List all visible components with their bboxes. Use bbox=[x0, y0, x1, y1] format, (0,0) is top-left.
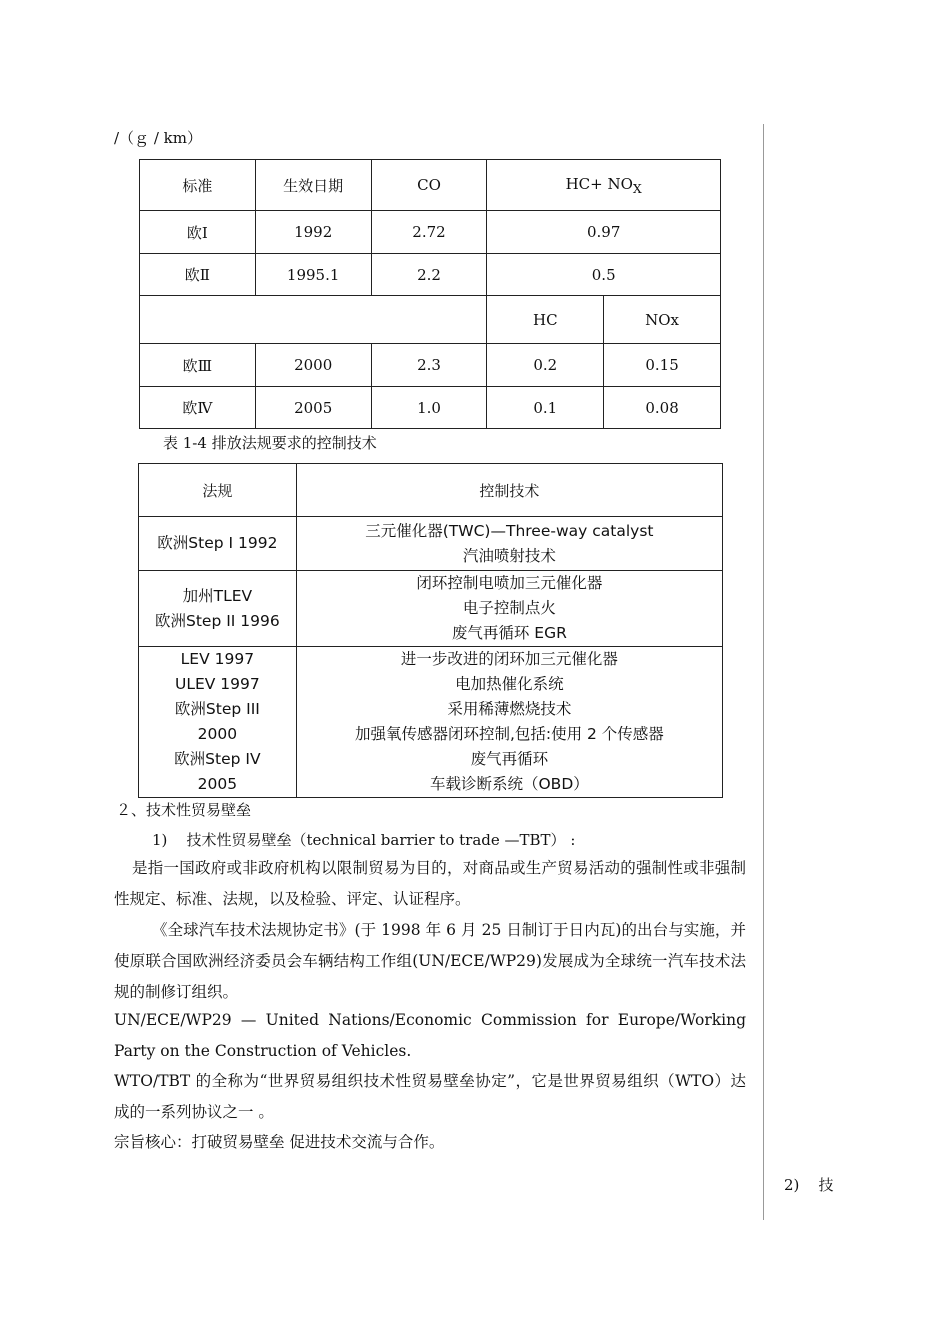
paragraph: WTO/TBT 的全称为“世界贸易组织技术性贸易壁垒协定”，它是世界贸易组织（WTO）达成的一系列协议之一 。 bbox=[114, 1072, 746, 1121]
list-item: 1) 技术性贸易壁垒（technical barrier to trade —TBT） : bbox=[152, 831, 576, 849]
cell-hc: 0.2 bbox=[487, 344, 604, 387]
margin-note: 2) 技 bbox=[784, 1176, 834, 1194]
cell-date: 2000 bbox=[255, 344, 371, 387]
emission-standards-table bbox=[139, 159, 721, 429]
cell-nox: 0.15 bbox=[604, 344, 721, 387]
cell-technology: 进一步改进的闭环加三元催化器 电加热催化系统 采用稀薄燃烧技术 加强氧传感器闭环控制,包括:使用 2 个传感器 废气再循环 车载诊断系统（OBD） bbox=[296, 647, 722, 798]
table-row bbox=[139, 571, 723, 647]
cell-co: 2.72 bbox=[371, 211, 487, 254]
header-technology: 控制技术 bbox=[296, 464, 722, 517]
table-row bbox=[140, 344, 721, 387]
cell-std: 欧Ⅱ bbox=[140, 254, 256, 296]
table-header-row bbox=[140, 160, 721, 211]
table-row bbox=[139, 517, 723, 571]
cell-regulation: 欧洲Step I 1992 bbox=[139, 517, 297, 571]
cell-nox: 0.08 bbox=[604, 387, 721, 429]
header-standard: 标准 bbox=[140, 160, 256, 211]
table-subheader-row bbox=[140, 296, 721, 344]
paragraph: 《全球汽车技术法规协定书》(于 1998 年 6 月 25 日制订于日内瓦)的出台与实施，并使原联合国欧洲经济委员会车辆结构工作组(UN/ECE/WP29)发展成为全球统一汽车技术法规的制修订组织。 bbox=[114, 921, 746, 1001]
cell-hc: 0.1 bbox=[487, 387, 604, 429]
cell-date: 2005 bbox=[255, 387, 371, 429]
cell-technology: 闭环控制电喷加三元催化器 电子控制点火 废气再循环 EGR bbox=[296, 571, 722, 647]
table-row bbox=[140, 254, 721, 296]
page-margin-rule bbox=[763, 124, 764, 1220]
header-regulation: 法规 bbox=[139, 464, 297, 517]
header-co: CO bbox=[371, 160, 487, 211]
cell-regulation: 加州TLEV 欧洲Step II 1996 bbox=[139, 571, 297, 647]
cell-co: 2.2 bbox=[371, 254, 487, 296]
table-row bbox=[140, 211, 721, 254]
empty-cell bbox=[140, 296, 487, 344]
paragraph: 是指一国政府或非政府机构以限制贸易为目的，对商品或生产贸易活动的强制性或非强制性规定、标准、法规，以及检验、评定、认证程序。 bbox=[114, 859, 746, 908]
cell-hcnox: 0.5 bbox=[487, 254, 721, 296]
control-technology-table bbox=[138, 463, 723, 798]
cell-std: 欧Ⅳ bbox=[140, 387, 256, 429]
table-row bbox=[140, 387, 721, 429]
cell-date: 1992 bbox=[255, 211, 371, 254]
cell-co: 2.3 bbox=[371, 344, 487, 387]
cell-hcnox: 0.97 bbox=[487, 211, 721, 254]
cell-regulation: LEV 1997 ULEV 1997 欧洲Step III 2000 欧洲Step IV 2005 bbox=[139, 647, 297, 798]
paragraph: 宗旨核心：打破贸易壁垒 促进技术交流与合作。 bbox=[114, 1133, 445, 1151]
cell-std: 欧Ⅰ bbox=[140, 211, 256, 254]
table-caption: 表 1-4 排放法规要求的控制技术 bbox=[163, 434, 377, 452]
table-header-row bbox=[139, 464, 723, 517]
table-row bbox=[139, 647, 723, 798]
cell-date: 1995.1 bbox=[255, 254, 371, 296]
header-hc-nox: $HC+ NO_X$ bbox=[487, 160, 721, 211]
header-hc: HC bbox=[487, 296, 604, 344]
paragraph: UN/ECE/WP29 — United Nations/Economic Commission for Europe/Working Party on the Construction of Vehicles. bbox=[114, 1011, 746, 1060]
header-nox: NOx bbox=[604, 296, 721, 344]
cell-std: 欧Ⅲ bbox=[140, 344, 256, 387]
unit-line: /（ｇ / km） bbox=[114, 129, 202, 147]
cell-co: 1.0 bbox=[371, 387, 487, 429]
section-heading: ２、技术性贸易壁垒 bbox=[116, 801, 252, 819]
header-date: 生效日期 bbox=[255, 160, 371, 211]
cell-technology: 三元催化器(TWC)—Three-way catalyst 汽油喷射技术 bbox=[296, 517, 722, 571]
